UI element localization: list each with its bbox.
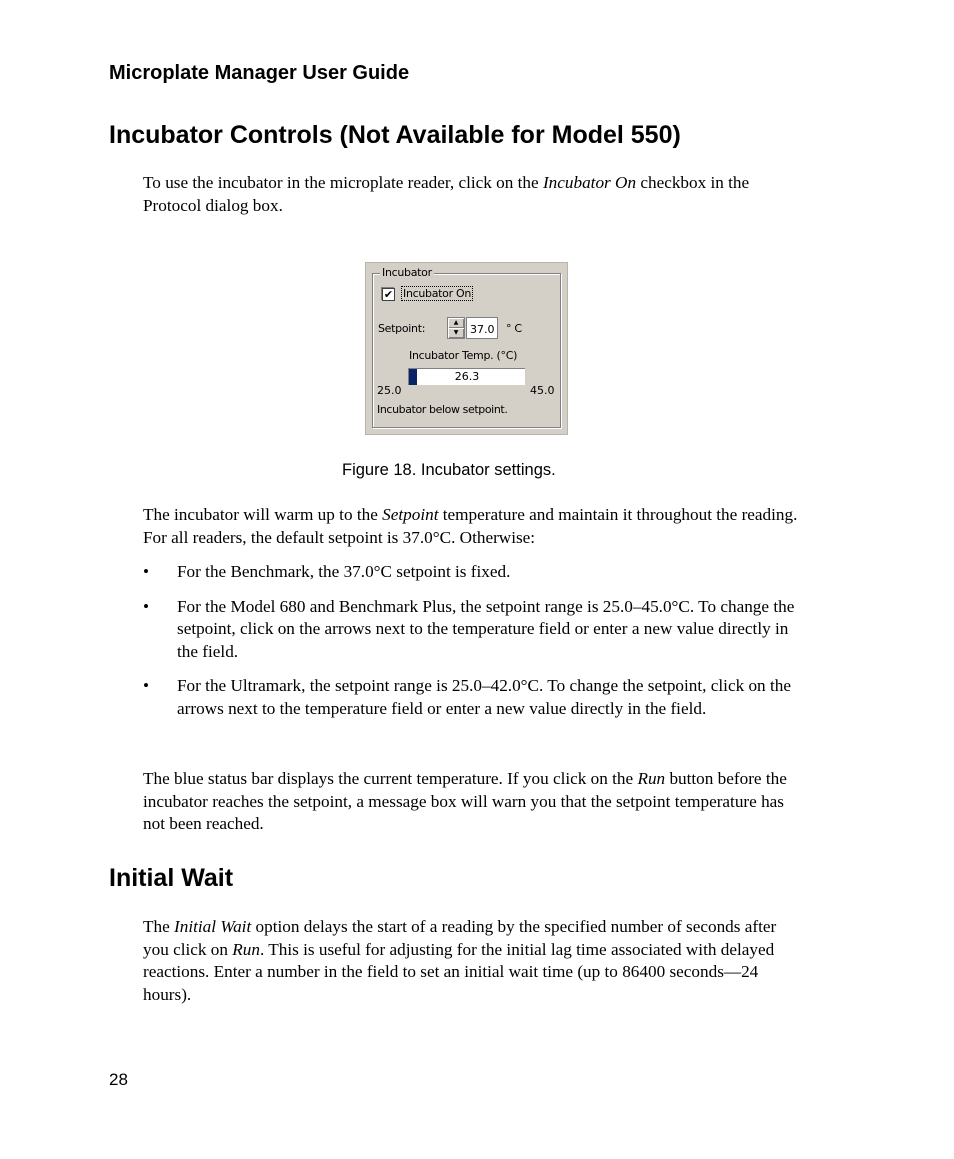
initial-wait-paragraph: The Initial Wait option delays the start of a reading by the specified number of seconds after you click on Run. This is useful for adjusting for the initial lag time associated with delayed reactions. Enter a number in the field to set an initial wait time (up to 86400 seconds—24 hours).	[143, 917, 777, 1004]
section-heading-incubator-controls: Incubator Controls (Not Available for Model 550)	[109, 121, 681, 149]
range-min-label: 25.0	[377, 384, 402, 397]
current-temperature: 26.3	[454, 370, 480, 383]
status-bar-paragraph: The blue status bar displays the current temperature. If you click on the Run button before the incubator reaches the setpoint, a message box will warn you that the setpoint temperature has not been reached.	[143, 769, 787, 834]
running-head: Microplate Manager User Guide	[109, 62, 410, 84]
setpoint-paragraph: The incubator will warm up to the Setpoint temperature and maintain it throughout the reading. For all readers, the default setpoint is 37.0°C. Otherwise:	[143, 505, 798, 547]
incubator-on-checkbox[interactable]	[382, 288, 395, 301]
list-item: • For the Model 680 and Benchmark Plus, the setpoint range is 25.0–45.0°C. To change the setpoint, click on the arrows next to the temperature field or enter a new value directly in the field.	[143, 596, 795, 661]
incubator-status-text: Incubator below setpoint.	[377, 403, 508, 416]
setpoint-input[interactable]	[466, 317, 498, 339]
bullet-icon: •	[143, 596, 150, 616]
setpoint-spinner[interactable]	[447, 317, 465, 339]
page-number: 28	[109, 1070, 128, 1089]
incubator-settings-figure	[365, 262, 568, 435]
incubator-group-label: Incubator	[382, 266, 432, 279]
incubator-temp-title: Incubator Temp. (°C)	[409, 349, 518, 362]
figure-caption: Figure 18. Incubator settings.	[342, 461, 556, 479]
list-item: • For the Benchmark, the 37.0°C setpoint is fixed.	[143, 561, 803, 584]
spin-down-arrow-icon[interactable]: ▼	[448, 328, 464, 338]
intro-paragraph: To use the incubator in the microplate reader, click on the Incubator On checkbox in the Protocol dialog box.	[143, 173, 750, 215]
incubator-on-label[interactable]: Incubator On	[403, 287, 472, 300]
bullet-icon: •	[143, 676, 150, 696]
reader-setpoint-list	[143, 561, 803, 721]
setpoint-label: Setpoint:	[378, 322, 426, 335]
spin-up-arrow-icon[interactable]: ▲	[448, 318, 464, 328]
setpoint-unit: ° C	[506, 322, 522, 335]
range-max-label: 45.0	[530, 384, 555, 397]
bullet-icon: •	[143, 562, 150, 581]
checkmark-icon: ✔	[383, 288, 394, 301]
section-heading-initial-wait: Initial Wait	[109, 864, 234, 892]
list-item: • For the Ultramark, the setpoint range is 25.0–42.0°C. To change the setpoint, click on the arrows next to the temperature field or enter a new value directly in the field.	[143, 676, 791, 718]
temperature-status-bar	[408, 368, 525, 385]
